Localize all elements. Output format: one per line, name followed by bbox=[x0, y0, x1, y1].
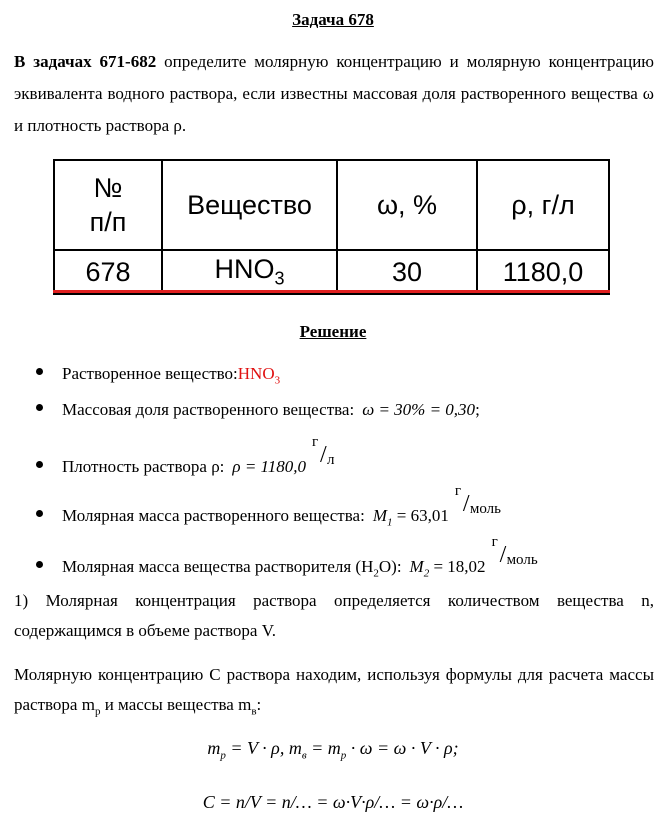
formula-concentration: C = n/V = n/… = ω·V·ρ/… = ω·ρ/… bbox=[202, 792, 464, 812]
table-header-row bbox=[54, 160, 609, 250]
paragraph-molar-concentration: 1) Молярная концентрация раствора определяется количеством вещества n, содержащимся в объеме раствора V. bbox=[14, 591, 654, 640]
bullet-dot bbox=[36, 510, 43, 517]
solution-title: Решение bbox=[299, 322, 367, 341]
bullet-dot bbox=[36, 561, 43, 568]
red-underline bbox=[53, 290, 610, 293]
bullet-density: Плотность раствора ρ: ρ = 1180,0 г / л bbox=[36, 440, 364, 477]
molar-mass-unit: г / моль bbox=[491, 534, 538, 568]
density-unit: г / л bbox=[312, 434, 335, 468]
header-substance: Вещество bbox=[162, 160, 337, 250]
task-range: В задачах 671-682 bbox=[14, 52, 157, 71]
header-density: ρ, г/л bbox=[477, 160, 609, 250]
molar-mass-2-formula: $M_2 = 18,02$ bbox=[409, 557, 486, 580]
molar-mass-unit: г / моль bbox=[454, 483, 501, 517]
task-title: Задача 678 bbox=[292, 10, 374, 29]
bullet-molar-mass-solvent: Молярная масса вещества растворителя $(H_2O)$: $M_2 = 18,02$ г / моль bbox=[36, 540, 556, 579]
data-table-wrap bbox=[53, 159, 610, 295]
cell-density: 1180,0 bbox=[477, 250, 609, 294]
bullet-dot bbox=[36, 368, 43, 375]
cell-number: 678 bbox=[54, 250, 162, 294]
bullet-solute: Растворенное вещество: $HNO_3$ bbox=[36, 364, 280, 386]
bullet-mass-fraction: Массовая доля растворенного вещества: ω = 30% = 0,30 ; bbox=[36, 400, 480, 420]
formula-mass-relations: $m_р = V \cdot \rho$, $m_в = m_р \cdot \omega = \omega \cdot V \cdot \rho$; bbox=[207, 738, 459, 762]
bullet-molar-mass-solute: Молярная масса растворенного вещества: $M_1 = 63,01$ г / моль bbox=[36, 489, 519, 528]
bullet-dot bbox=[36, 461, 43, 468]
header-number: № п/п bbox=[54, 160, 162, 250]
bullet-dot bbox=[36, 404, 43, 411]
cell-omega: 30 bbox=[337, 250, 477, 294]
mass-fraction-formula: ω = 30% = 0,30 bbox=[362, 400, 476, 419]
paragraph-mass-formulas: Молярную концентрацию С раствора находим, используя формулы для расчета массы раствора $m_р$ и массы вещества $m_в$: bbox=[14, 665, 654, 718]
table-row bbox=[54, 250, 609, 294]
task-description bbox=[14, 46, 654, 142]
header-omega: ω, % bbox=[337, 160, 477, 250]
density-formula: ρ = 1180,0 bbox=[232, 457, 307, 476]
task-text: определите молярную концентрацию и молярную концентрацию эквивалента водного раствора, если известны массовая доля растворенного вещества ω и плотность раствора ρ. bbox=[14, 52, 654, 135]
solute-formula: $HNO_3$ bbox=[237, 364, 281, 387]
cell-substance: $HNO_3$ bbox=[162, 250, 337, 294]
molar-mass-1-formula: $M_1 = 63,01$ bbox=[372, 506, 449, 529]
data-table bbox=[53, 159, 610, 295]
